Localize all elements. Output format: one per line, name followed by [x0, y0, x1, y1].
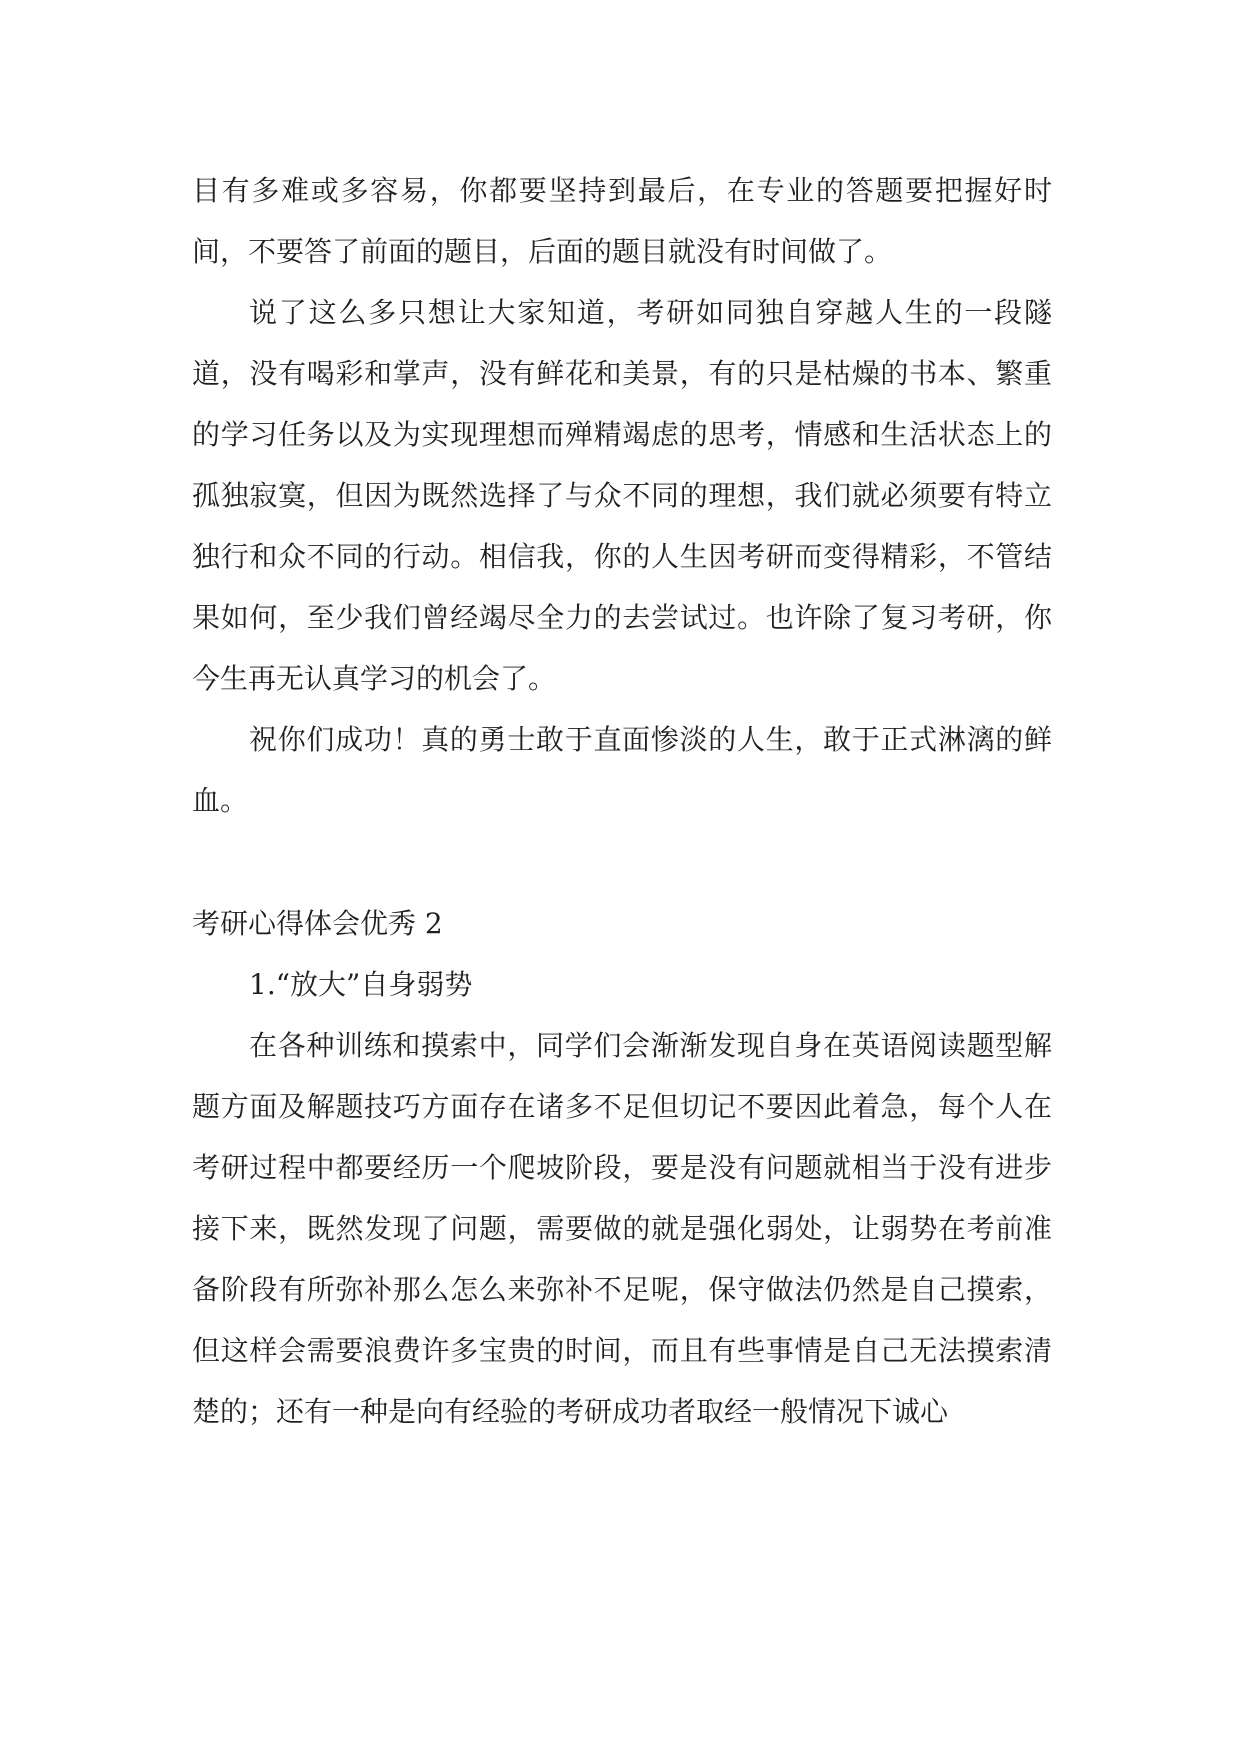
- document-body: [192, 160, 1052, 1442]
- section-title: 考研心得体会优秀 2: [192, 907, 443, 940]
- paragraph-continuation: 目有多难或多容易，你都要坚持到最后，在专业的答题要把握好时间，不要答了前面的题目，后面的题目就没有时间做了。: [192, 174, 1052, 268]
- paragraph-closing: 祝你们成功！真的勇士敢于直面惨淡的人生，敢于正式淋漓的鲜血。: [192, 723, 1052, 817]
- paragraph-weakness: 在各种训练和摸索中，同学们会渐渐发现自身在英语阅读题型解题方面及解题技巧方面存在诸多不足但切记不要因此着急，每个人在考研过程中都要经历一个爬坡阶段，要是没有问题就相当于没有进步接下来，既然发现了问题，需要做的就是强化弱处，让弱势在考前准备阶段有所弥补那么怎么来弥补不足呢，保守做法仍然是自己摸索，但这样会需要浪费许多宝贵的时间，而且有些事情是自己无法摸索清楚的；还有一种是向有经验的考研成功者取经一般情况下诚心: [192, 1029, 1052, 1428]
- section-spacer: [192, 831, 1052, 893]
- subsection-title: 1.“放大”自身弱势: [249, 968, 473, 1001]
- paragraph-summary: 说了这么多只想让大家知道，考研如同独自穿越人生的一段隧道，没有喝彩和掌声，没有鲜花和美景，有的只是枯燥的书本、繁重的学习任务以及为实现理想而殚精竭虑的思考，情感和生活状态上的孤独寂寞，但因为既然选择了与众不同的理想，我们就必须要有特立独行和众不同的行动。相信我，你的人生因考研而变得精彩，不管结果如何，至少我们曾经竭尽全力的去尝试过。也许除了复习考研，你今生再无认真学习的机会了。: [192, 296, 1052, 695]
